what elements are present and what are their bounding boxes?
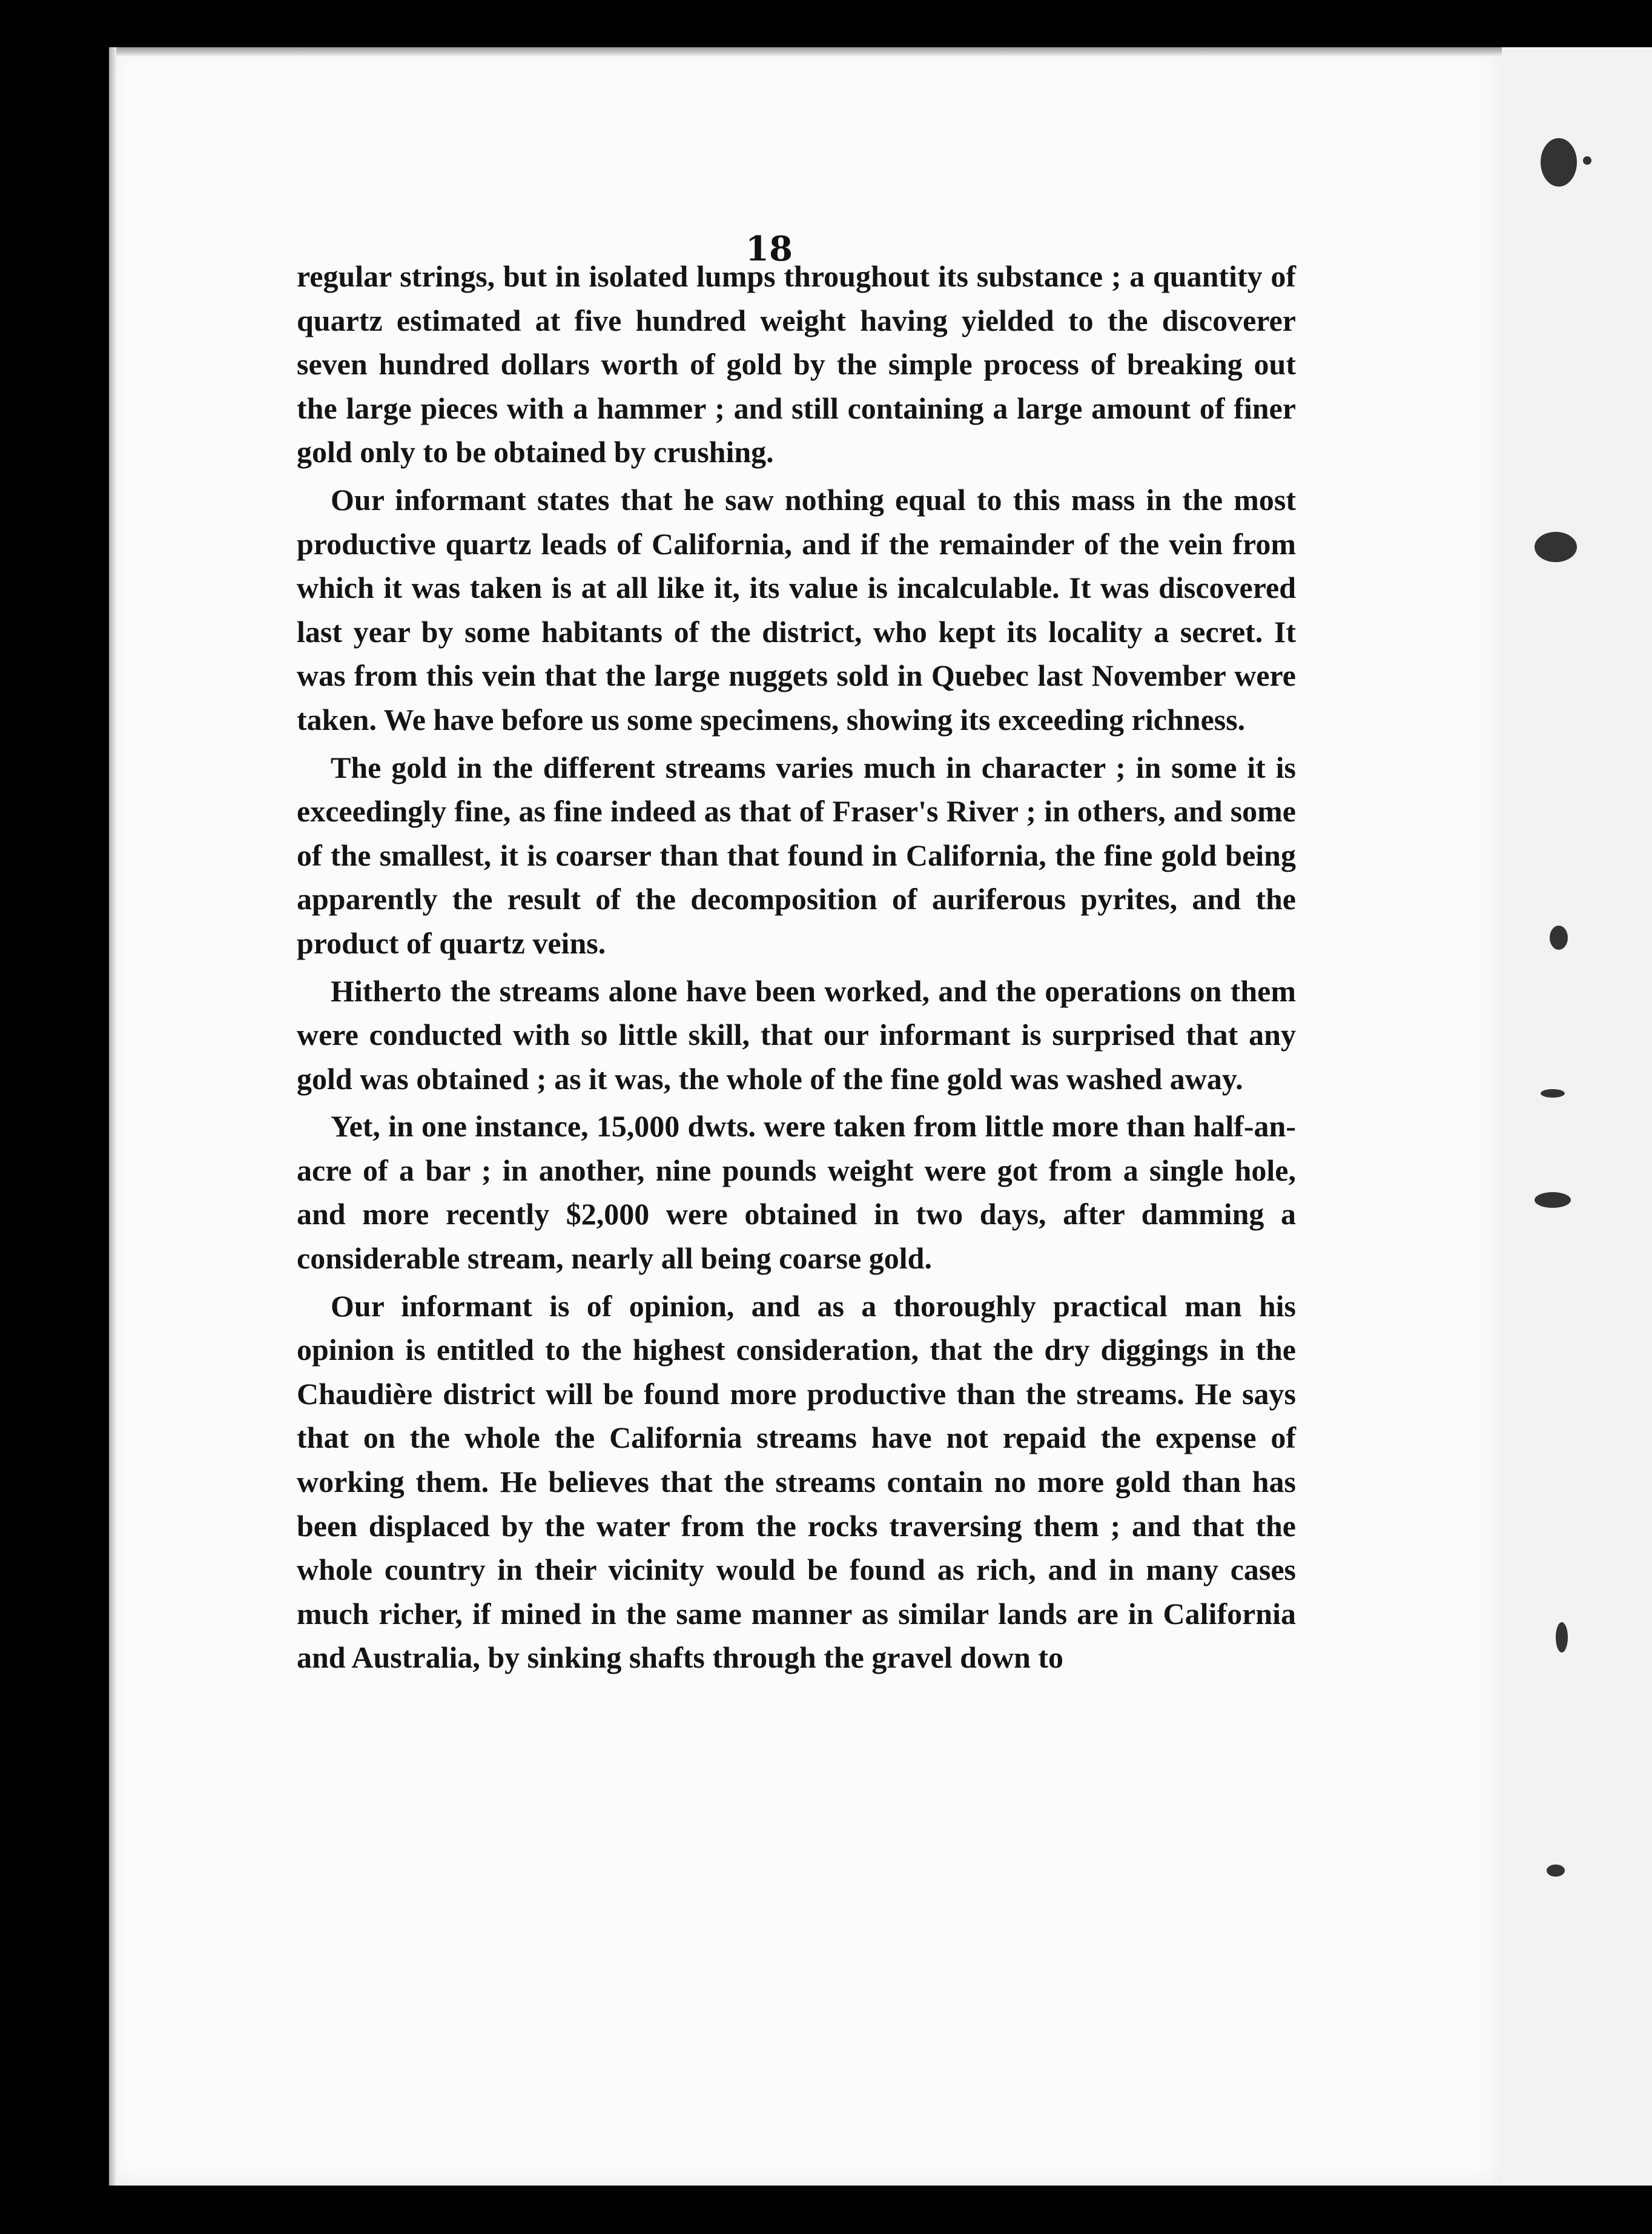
page-number: 18 [745,229,793,269]
paragraph: regular strings, but in isolated lumps throughout its substance ; a quantity of quartz estimated at five hundred weight having yielded to the discoverer seven hundred dollars worth of gold by the simple process of breaking out the large pieces with a hammer ; and still containing a large amount of finer gold only to be obtained by crushing. [297,259,1296,469]
ink-speck [1535,1192,1571,1208]
paragraph: Our informant states that he saw nothing equal to this mass in the most productive quartz leads of California, and if the remainder of the vein from which it was taken is at all like it, its value is incalculable. It was discovered last year by some habitants of the district, who kept its locality a secret. It was from this vein that the large nuggets sold in Quebec last November were taken. We have before us some specimens, showing its exceeding richness. [297,482,1296,737]
ink-speck [1547,1864,1565,1877]
page-left-edge [109,47,116,2186]
paragraph: Our informant is of opinion, and as a thoroughly practical man his opinion is entitled to the highest consideration, that the dry diggings in the Chaudière district will be found more productive than the streams. He says that on the whole the California streams have not repaid the expense of working them. He believes that the streams contain no more gold than has been displaced by the water from the rocks traversing them ; and that the whole country in their vicinity would be found as rich, and in many cases much richer, if mined in the same manner as similar lands are in California and Australia, by sinking shafts through the gravel down to [297,1288,1296,1675]
paragraph: The gold in the different streams varies much in character ; in some it is exceedingly fine, as fine indeed as that of Fraser's River ; in others, and some of the smallest, it is coarser than that found in California, the fine gold being apparently the result of the decomposition of auriferous pyrites, and the product of quartz veins. [297,750,1296,960]
ink-speck [1556,1622,1568,1652]
paragraph: Hitherto the streams alone have been worked, and the operations on them were conducted with so little skill, that our informant is surprised that any gold was obtained ; as it was, the whole of the fine gold was washed away. [297,973,1296,1096]
ink-speck [1541,138,1577,187]
page-top-edge [109,47,1502,56]
ink-speck [1550,926,1568,950]
facing-page-edge [1496,47,1652,2186]
ink-speck [1541,1089,1565,1098]
paragraph: Yet, in one instance, 15,000 dwts. were taken from little more than half-an-acre of a bar ; in another, nine pounds weight were got from a single hole, and more recently $2,000 were obtained in two days, after damming a considerable stream, nearly all being coarse gold. [297,1109,1296,1276]
ink-speck [1583,156,1591,165]
ink-speck [1535,532,1577,562]
body-text [297,254,1296,1680]
